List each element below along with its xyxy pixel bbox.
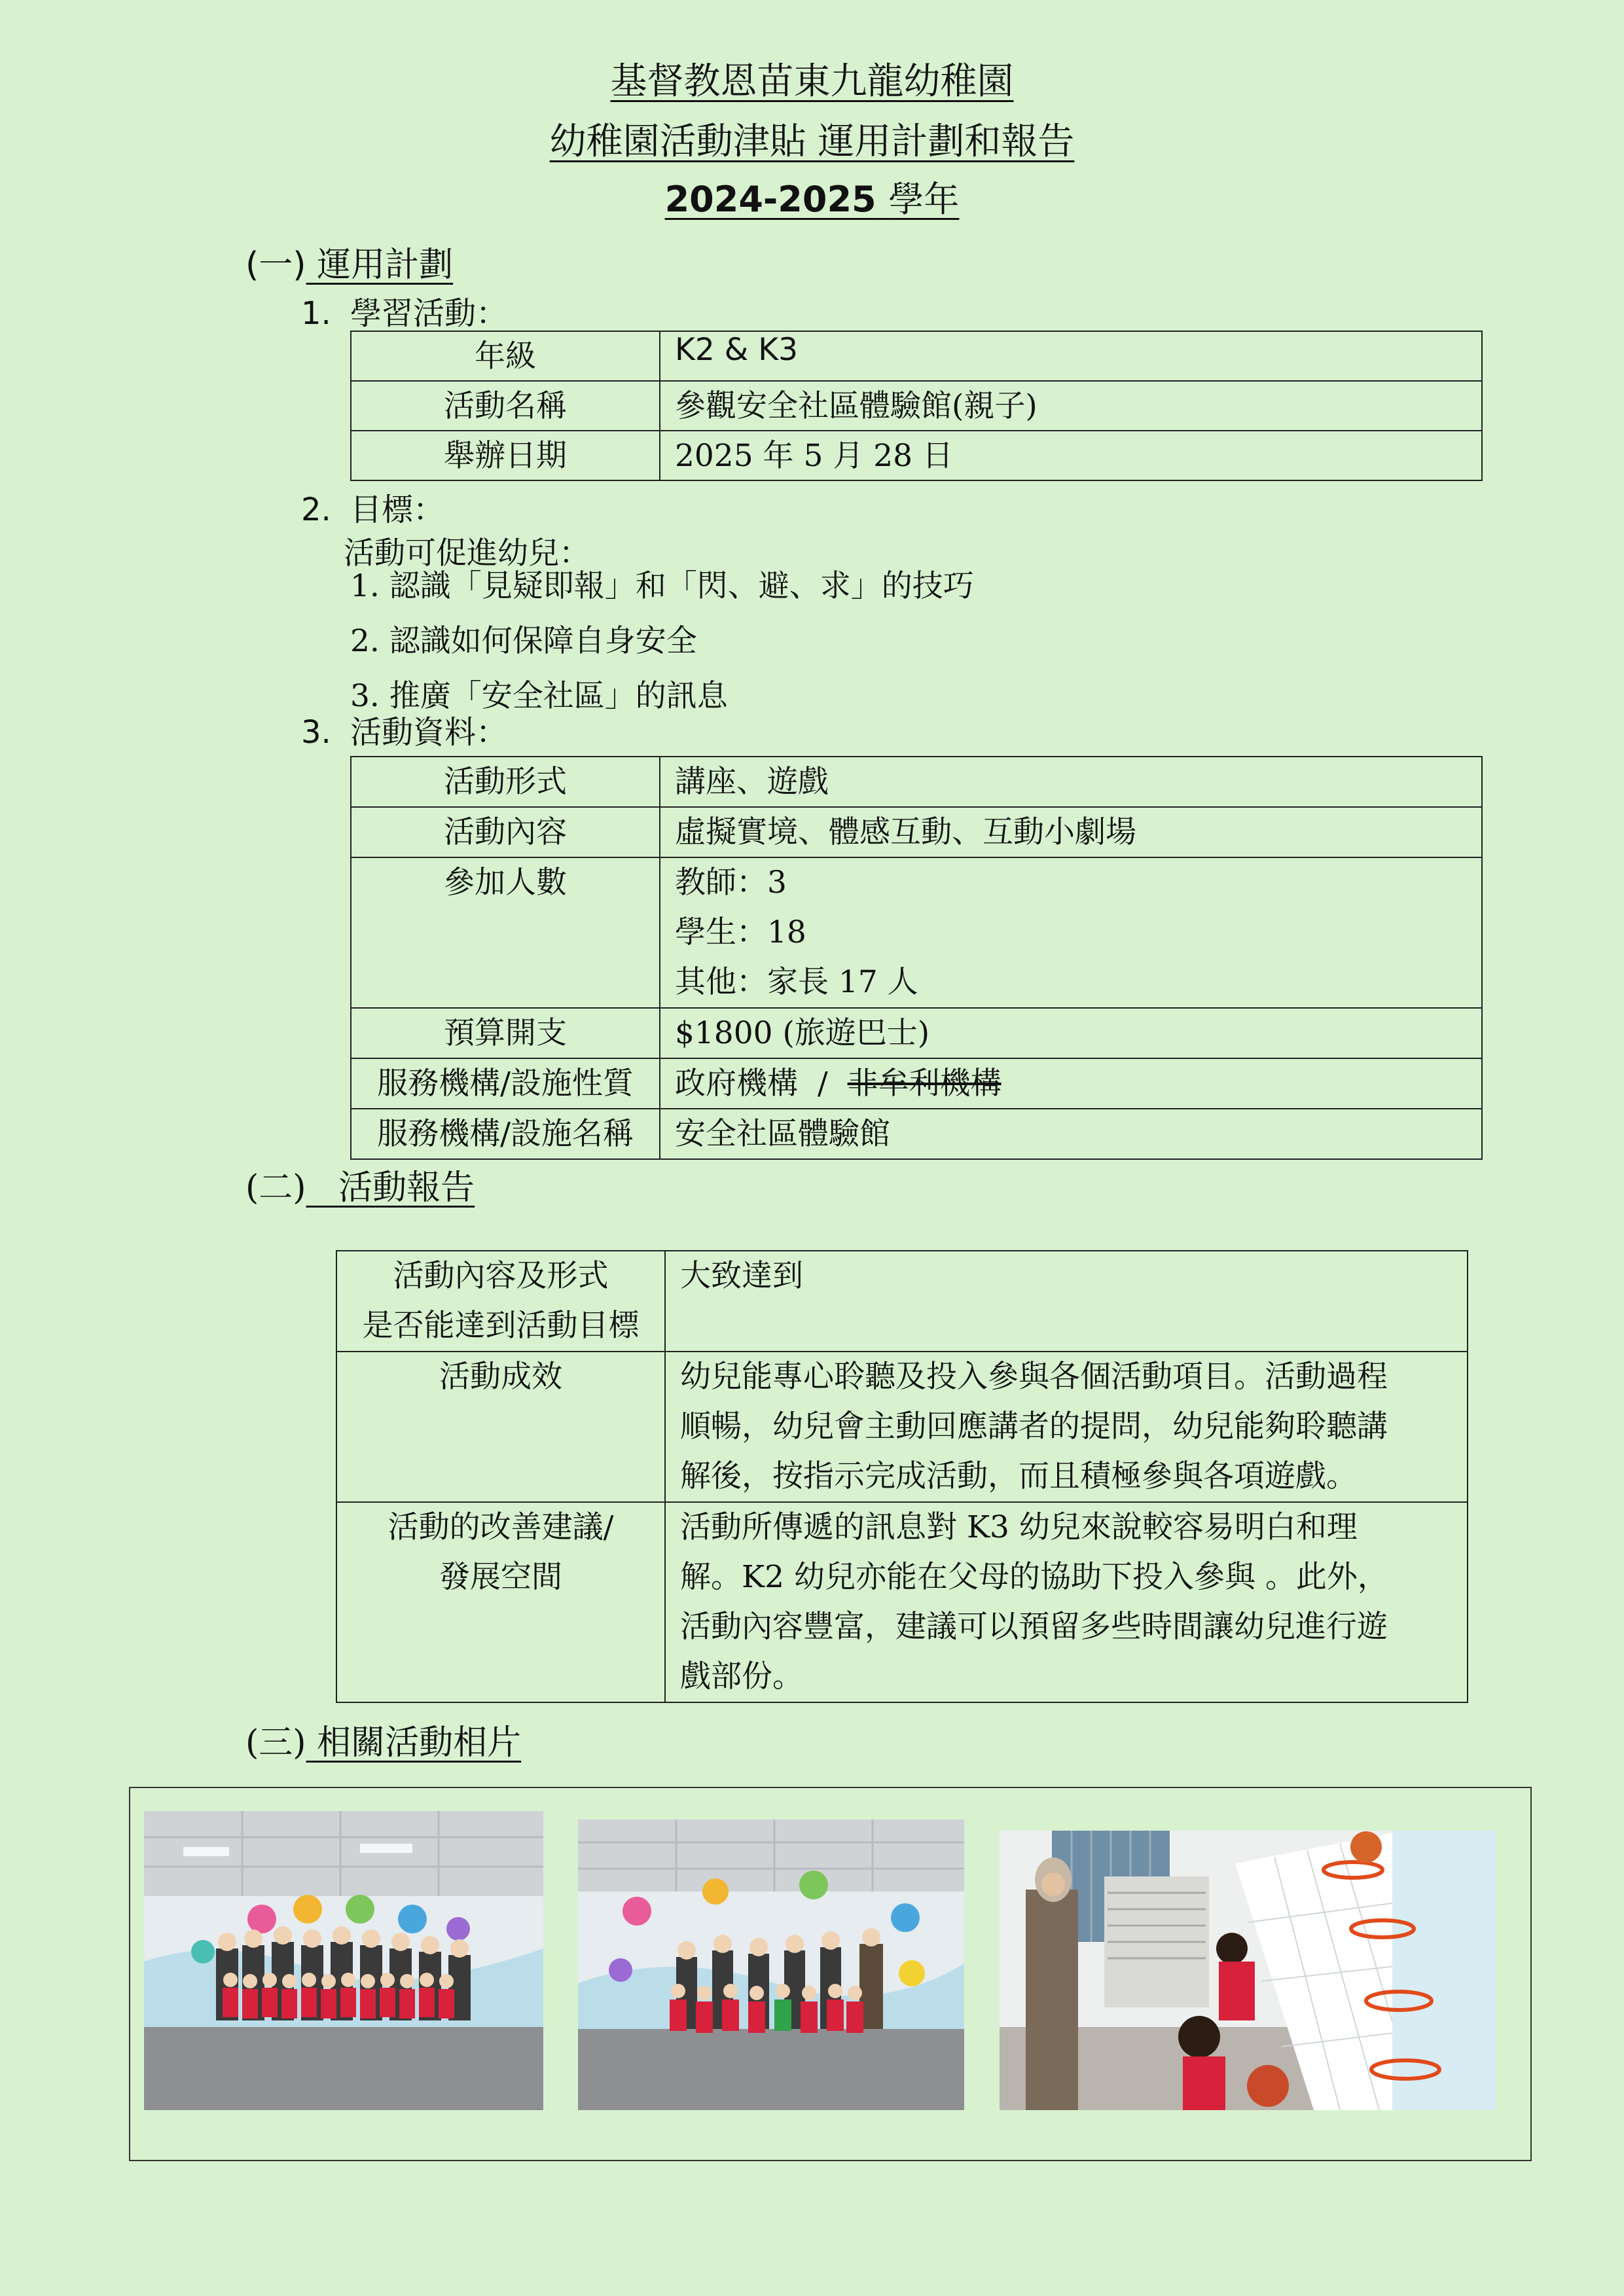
date-label: 舉辦日期 bbox=[351, 431, 660, 480]
section-3-heading: (三) 相關活動相片 bbox=[245, 1723, 522, 1763]
school-name: 基督教恩苗東九龍幼稚園 bbox=[610, 60, 1014, 103]
goal-item-1: 1. 認識「見疑即報」和「閃、避、求」的技巧 bbox=[350, 568, 974, 604]
activity-name-label: 活動名稱 bbox=[351, 381, 660, 431]
activity-info-table bbox=[350, 756, 1483, 1160]
learning-activity-heading: 1. 學習活動： bbox=[301, 295, 508, 332]
school-year: 2024-2025 學年 bbox=[664, 179, 960, 220]
content-value: 虛擬實境、體感互動、互動小劇場 bbox=[660, 807, 1482, 857]
facility-name-label: 服務機構/設施名稱 bbox=[351, 1109, 660, 1159]
goal-achievement-label: 活動內容及形式 是否能達到活動目標 bbox=[336, 1251, 665, 1352]
table-row bbox=[351, 807, 1482, 857]
facility-name-value: 安全社區體驗館 bbox=[660, 1109, 1482, 1159]
grade-value: K2 & K3 bbox=[660, 331, 1482, 381]
activity-photo-basketball bbox=[1000, 1831, 1496, 2110]
participants-value bbox=[660, 857, 1482, 1008]
grade-label: 年級 bbox=[351, 331, 660, 381]
participants-label: 參加人數 bbox=[351, 857, 660, 1008]
table-row bbox=[336, 1251, 1468, 1352]
table-row bbox=[351, 857, 1482, 1008]
activity-name-value: 參觀安全社區體驗館(親子) bbox=[660, 381, 1482, 431]
teachers-count: 教師：3 bbox=[675, 865, 787, 901]
goal-achievement-value: 大致達到 bbox=[665, 1251, 1468, 1352]
section-1-heading: (一) 運用計劃 bbox=[245, 245, 454, 285]
table-row bbox=[351, 757, 1482, 807]
goals-heading: 2. 目標： bbox=[301, 492, 445, 528]
table-row bbox=[351, 1058, 1482, 1109]
activity-photo-group-2 bbox=[578, 1820, 964, 2110]
table-row bbox=[351, 331, 1482, 381]
document-subtitle: 幼稚園活動津貼 運用計劃和報告 bbox=[549, 120, 1075, 163]
nature-value bbox=[660, 1058, 1482, 1109]
table-row bbox=[351, 381, 1482, 431]
table-row bbox=[351, 1109, 1482, 1159]
table-row bbox=[351, 431, 1482, 480]
form-value: 講座、遊戲 bbox=[660, 757, 1482, 807]
nature-separator: / bbox=[817, 1066, 828, 1102]
budget-value: $1800 (旅遊巴士) bbox=[660, 1008, 1482, 1058]
improvement-label: 活動的改善建議/ 發展空間 bbox=[336, 1502, 665, 1702]
improvement-value: 活動所傳遞的訊息對 K3 幼兒來說較容易明白和理 解。K2 幼兒亦能在父母的協助下投入參與 。此外， 活動內容豐富，建議可以預留多些時間讓幼兒進行遊 戲部份。 bbox=[665, 1502, 1468, 1702]
effectiveness-value: 幼兒能專心聆聽及投入參與各個活動項目。活動過程 順暢，幼兒會主動回應講者的提問，幼兒能夠聆聽講 解後，按指示完成活動，而且積極參與各項遊戲。 bbox=[665, 1352, 1468, 1502]
goal-item-3: 3. 推廣「安全社區」的訊息 bbox=[350, 678, 728, 714]
activity-photo-group-1 bbox=[144, 1811, 543, 2110]
section-2-heading: (二) 活動報告 bbox=[245, 1168, 475, 1208]
learning-activity-table bbox=[350, 331, 1483, 481]
content-label: 活動內容 bbox=[351, 807, 660, 857]
date-value: 2025 年 5 月 28 日 bbox=[660, 431, 1482, 480]
others-count: 其他：家長 17 人 bbox=[675, 964, 918, 1000]
activity-report-table bbox=[336, 1250, 1468, 1703]
table-row bbox=[351, 1008, 1482, 1058]
form-label: 活動形式 bbox=[351, 757, 660, 807]
goal-item-2: 2. 認識如何保障自身安全 bbox=[350, 623, 697, 659]
budget-label: 預算開支 bbox=[351, 1008, 660, 1058]
students-count: 學生：18 bbox=[675, 914, 806, 950]
effectiveness-label: 活動成效 bbox=[336, 1352, 665, 1502]
activity-info-heading: 3. 活動資料： bbox=[301, 714, 508, 751]
nature-label: 服務機構/設施性質 bbox=[351, 1058, 660, 1109]
goals-intro: 活動可促進幼兒： bbox=[344, 535, 590, 571]
table-row bbox=[336, 1352, 1468, 1502]
table-row bbox=[336, 1502, 1468, 1702]
nature-non-profit: 非牟利機構 bbox=[847, 1066, 1001, 1102]
nature-government: 政府機構 bbox=[675, 1066, 798, 1102]
